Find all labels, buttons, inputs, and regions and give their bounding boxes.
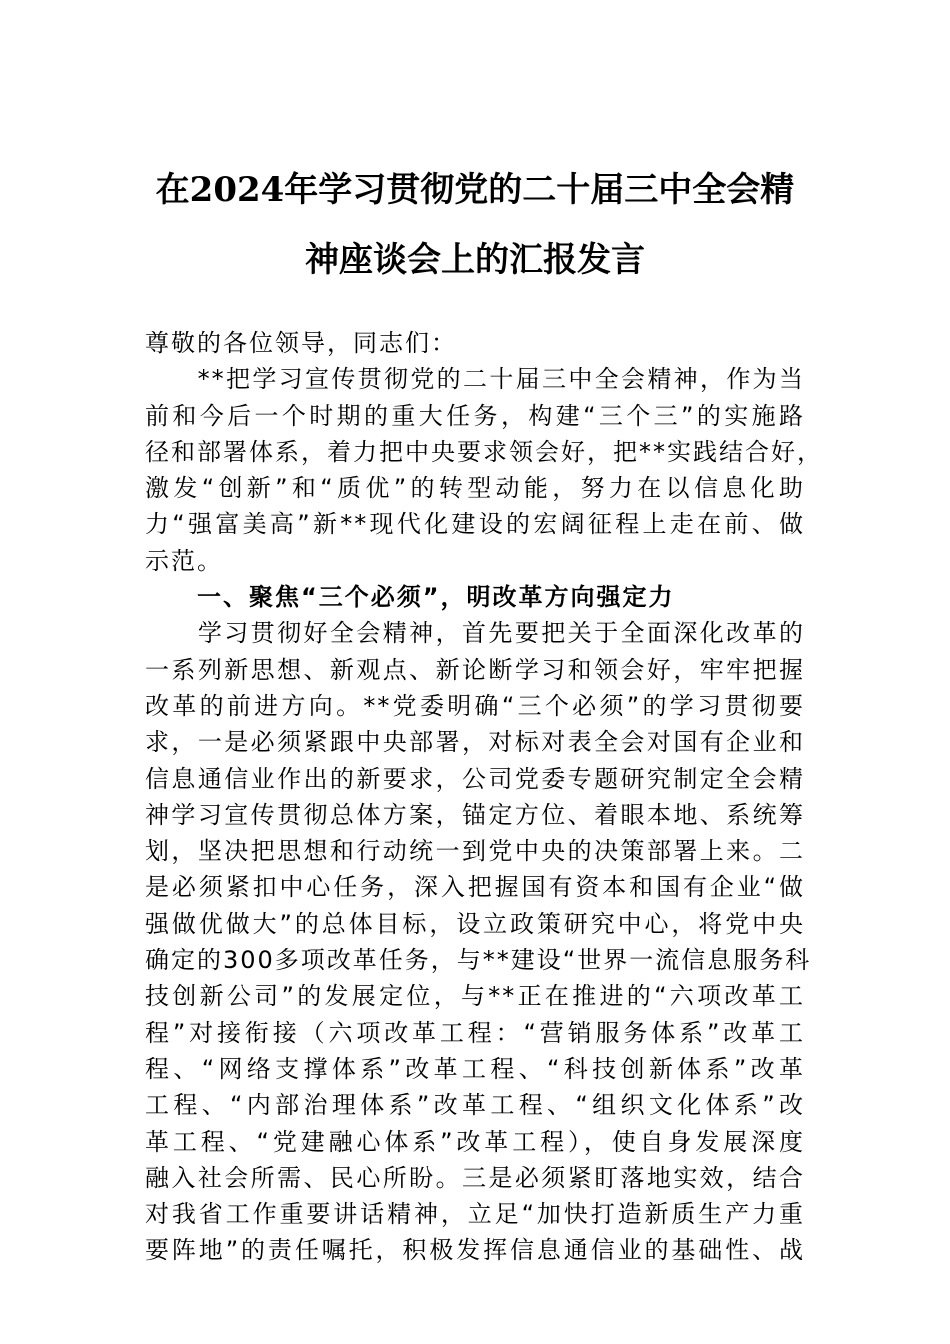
paragraph-line: 融入社会所需、民心所盼。三是必须紧盯落地实效，结合 (145, 1163, 805, 1192)
paragraph-line: 示范。 (145, 546, 223, 575)
paragraph-line: 对我省工作重要讲话精神，立足“加快打造新质生产力重 (145, 1200, 805, 1229)
paragraph-line: 神学习宣传贯彻总体方案，锚定方位、着眼本地、系统筹 (145, 800, 805, 829)
title-line-1: 在2024年学习贯彻党的二十届三中全会精 (155, 170, 795, 210)
paragraph-line: 改革的前进方向。**党委明确“三个必须”的学习贯彻要 (145, 691, 805, 720)
paragraph-line: 程”对接衔接（六项改革工程：“营销服务体系”改革工 (145, 1018, 805, 1047)
paragraph-line: 学习贯彻好全会精神，首先要把关于全面深化改革的 (145, 619, 805, 648)
paragraph-line: 一系列新思想、新观点、新论断学习和领会好，牢牢把握 (145, 655, 805, 684)
paragraph-line: 要阵地”的责任嘱托，积极发挥信息通信业的基础性、战 (145, 1236, 805, 1265)
paragraph-line: 革工程、“党建融心体系”改革工程），使自身发展深度 (145, 1127, 805, 1156)
salutation: 尊敬的各位领导，同志们： (145, 329, 457, 357)
paragraph-line: 信息通信业作出的新要求，公司党委专题研究制定全会精 (145, 764, 805, 793)
document-title (120, 155, 830, 295)
paragraph-line: 是必须紧扣中心任务，深入把握国有资本和国有企业“做 (145, 873, 805, 902)
paragraph-line: 划，坚决把思想和行动统一到党中央的决策部署上来。二 (145, 837, 805, 866)
paragraph-line: 确定的300多项改革任务，与**建设“世界一流信息服务科 (145, 946, 812, 975)
section-heading: 一、聚焦“三个必须”，明改革方向强定力 (145, 583, 675, 612)
paragraph-line: 工程、“内部治理体系”改革工程、“组织文化体系”改 (145, 1091, 805, 1120)
paragraph-line: 力“强富美高”新**现代化建设的宏阔征程上走在前、做 (145, 510, 805, 539)
paragraph-line: **把学习宣传贯彻党的二十届三中全会精神，作为当 (145, 365, 805, 394)
title-line-2: 神座谈会上的汇报发言 (305, 240, 645, 280)
paragraph-line: 前和今后一个时期的重大任务，构建“三个三”的实施路 (145, 401, 805, 430)
paragraph-line: 强做优做大”的总体目标，设立政策研究中心，将党中央 (145, 909, 805, 938)
paragraph-line: 求，一是必须紧跟中央部署，对标对表全会对国有企业和 (145, 728, 805, 757)
paragraph-line: 激发“创新”和“质优”的转型动能，努力在以信息化助 (145, 474, 805, 503)
paragraph-line: 程、“网络支撑体系”改革工程、“科技创新体系”改革 (145, 1054, 805, 1083)
document-body (145, 325, 823, 1269)
paragraph-line: 径和部署体系，着力把中央要求领会好，把**实践结合好， (145, 437, 823, 466)
paragraph-line: 技创新公司”的发展定位，与**正在推进的“六项改革工 (145, 982, 805, 1011)
